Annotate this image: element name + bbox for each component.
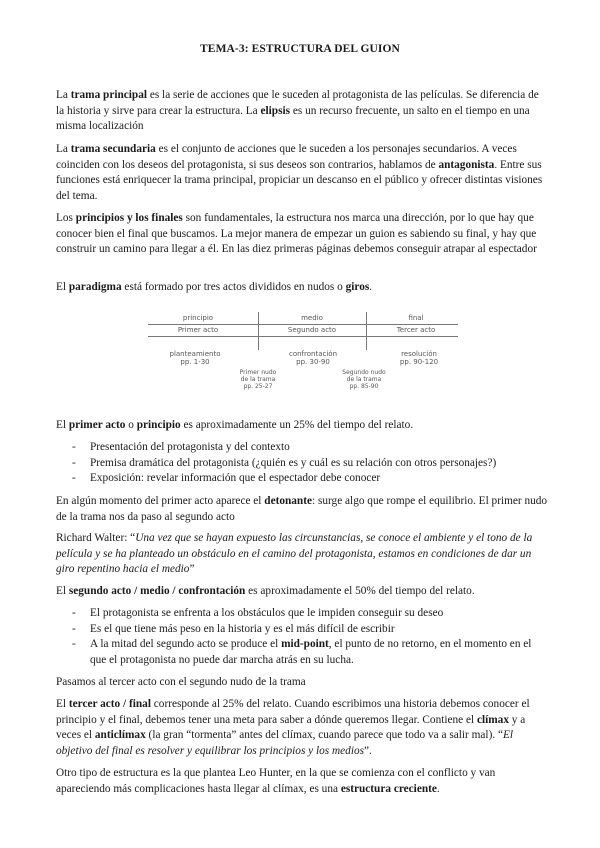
paragraph-trama-secundaria: La trama secundaria es el conjunto de acciones que le suceden a los personajes secundarios. A veces coinciden con los deseos del protagonista, si sus deseos son contrarios, hablamos de antagonista. Entre sus funciones está enriquecer la trama principal, propiciar un descanso en el público y ofrecer distintas visiones del tema. [56, 143, 543, 202]
knot2-pages: pp. 85-90 [349, 383, 379, 390]
phase1-pages: pp. 1-30 [180, 358, 210, 366]
paragraph-tercer-acto: El tercer acto / final corresponde al 25% del relato. Cuando escribimos una historia debemos conocer el principio y el final, debemos tener una meta para saber a dónde queremos llegar. Contiene el clímax y a veces el anticlímax (la gran “tormenta” antes del clímax, cuando parece que todo va a salir mal). “El objetivo del final es resolver y equilibrar los principios y los medios”. [56, 698, 530, 757]
act3-label: final [408, 314, 424, 322]
act2-label: medio [301, 314, 323, 322]
paragraph-detonante: En algún momento del primer acto aparece el detonante: surge algo que rompe el equilibrio. El primer nudo de la trama nos da paso al segundo acto [56, 495, 548, 523]
paragraph-segundo-acto: El segundo acto / medio / confrontación es aproximadamente el 50% del tiempo del relato. [56, 585, 475, 597]
diagram-divider-1 [258, 312, 259, 350]
list-item: - Presentación del protagonista y del contexto [56, 440, 548, 456]
diagram-divider-2 [366, 312, 367, 350]
paragraph-paradigma: El paradigma está formado por tres actos divididos en nudos o giros. [56, 281, 373, 293]
list-segundo-acto [56, 606, 548, 668]
paragraph-tercer-acto-transition: Pasamos al tercer acto con el segundo nudo de la trama [56, 676, 306, 688]
phase3-pages: pp. 90-120 [399, 358, 439, 366]
list-item: - Exposición: revelar información que el espectador debe conocer [56, 471, 548, 487]
knot1-line2: de la trama [240, 376, 276, 383]
phase2-pages: pp. 30-90 [296, 358, 330, 366]
phase3-label: resolución [401, 350, 437, 358]
phase1-label: planteamiento [169, 350, 221, 358]
paragraph-trama-principal: La trama principal es la serie de acciones que le suceden al protagonista de las películas. Se diferencia de la historia y sirve para crear la estructura. La elipsis es un recurso frecuente, un salto en el tiempo en una misma localización [56, 89, 539, 133]
act3-name: Tercer acto [396, 326, 436, 334]
paragraph-principios-finales: Los principios y los finales son fundamentales, la estructura nos marca una dirección, por lo que hay que conocer bien el final que buscamos. La mejor manera de empezar un guion es sabiendo su final, y hay que construir un camino para llegar a él. En las diez primeras páginas debemos conseguir atrapar al espectador [56, 212, 537, 256]
knot2-line2: de la trama [346, 376, 382, 383]
paragraph-primer-acto: El primer acto o principio es aproximadamente un 25% del tiempo del relato. [56, 419, 414, 431]
knot1-pages: pp. 25-27 [243, 383, 273, 390]
act1-label: principio [182, 314, 214, 322]
paragraph-richard-walter-quote: Richard Walter: “Una vez que se hayan expuesto las circunstancias, se conoce el ambiente y el tono de la película y se ha planteado un obstáculo en el camino del protagonista, estamos en condiciones de dar un giro repentino hacia el medio” [56, 532, 533, 576]
list-item: - Es el que tiene más peso en la historia y es el más difícil de escribir [56, 622, 548, 638]
paragraph-leo-hunter: Otro tipo de estructura es la que plantea Leo Hunter, en la que se comienza con el conflicto y van apareciendo más complicaciones hasta llegar al clímax, es una estructura creciente. [56, 767, 496, 795]
list-primer-acto [56, 440, 548, 487]
act1-name: Primer acto [177, 326, 219, 334]
phase2-label: confrontación [288, 350, 338, 358]
page-title: TEMA-3: ESTRUCTURA DEL GUION [200, 43, 400, 55]
list-item: - Premisa dramática del protagonista (¿quién es y cuál es su relación con otros personajes?) [56, 456, 548, 472]
act2-name: Segundo acto [287, 326, 337, 334]
knot1-line1: Primer nudo [239, 369, 277, 376]
list-item: - El protagonista se enfrenta a los obstáculos que le impiden conseguir su deseo [56, 606, 548, 622]
paradigm-diagram [148, 312, 458, 412]
knot2-line1: Segundo nudo [342, 369, 386, 376]
diagram-bottom-line [148, 336, 458, 337]
list-item: - A la mitad del segundo acto se produce el mid-point, el punto de no retorno, en el momento en el que el protagonista no puede dar marcha atrás en su lucha. [56, 637, 548, 668]
diagram-top-line [148, 324, 458, 325]
